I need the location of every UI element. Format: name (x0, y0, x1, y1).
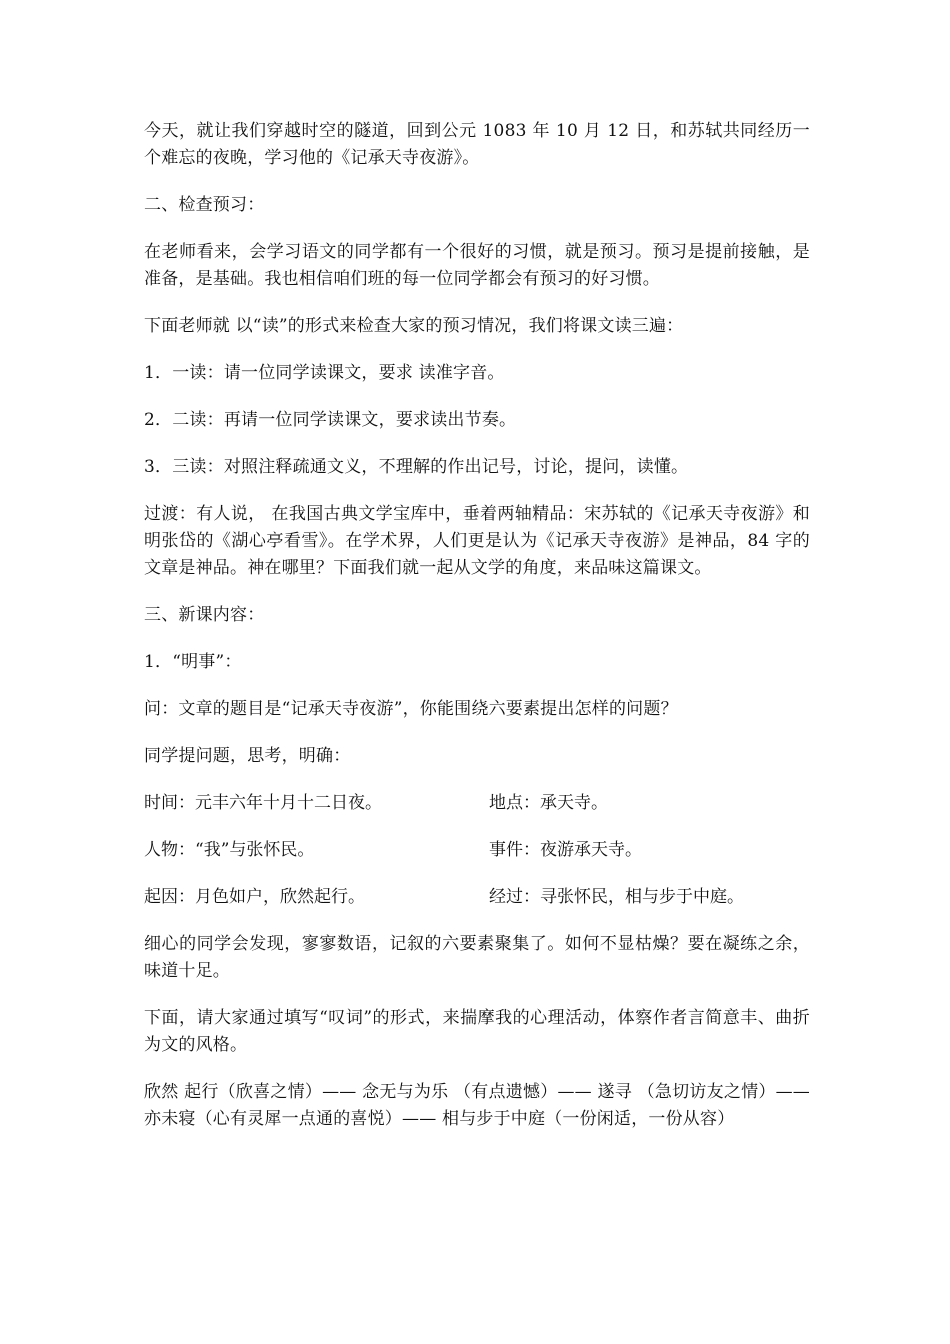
reading-check-paragraph: 下面老师就 以“读”的形式来检查大家的预习情况，我们将课文读三遍： (144, 316, 684, 336)
element-people: 人物：“我”与张怀民。 (144, 840, 315, 860)
elements-row (144, 837, 810, 864)
elements-row (144, 884, 810, 911)
reading-step-3: 3．三读：对照注释疏通文义，不理解的作出记号，讨论，提问，读懂。 (144, 457, 689, 477)
observation-paragraph: 细心的同学会发现，寥寥数语，记叙的六要素聚集了。如何不显枯燥？要在凝练之余，味道十足。 (144, 934, 810, 981)
elements-row (144, 790, 810, 817)
element-process: 经过：寻张怀民，相与步于中庭。 (489, 887, 744, 907)
transition-paragraph: 过渡：有人说， 在我国古典文学宝库中，垂着两轴精品：宋苏轼的《记承天寺夜游》和明张岱的《湖心亭看雪》。在学术界，人们更是认为《记承天寺夜游》是神品，84 字的文章是神品。神在哪里？下面我们就一起从文学的角度，来品味这篇课文。 (144, 504, 810, 578)
element-event: 事件：夜游承天寺。 (489, 840, 642, 860)
subheading-ming-shi: 1．“明事”： (144, 652, 242, 672)
intro-paragraph: 今天，就让我们穿越时空的隧道，回到公元 1083 年 10 月 12 日，和苏轼共同经历一个难忘的夜晚，学习他的《记承天寺夜游》。 (144, 121, 810, 168)
document-page (144, 118, 810, 1153)
question-paragraph: 问：文章的题目是“记承天寺夜游”，你能围绕六要素提出怎样的问题？ (144, 699, 678, 719)
student-answer-intro: 同学提问题，思考，明确： (144, 746, 351, 766)
element-time: 时间：元丰六年十月十二日夜。 (144, 793, 382, 813)
element-cause: 起因：月色如户，欣然起行。 (144, 887, 365, 907)
preview-habit-paragraph: 在老师看来，会学习语文的同学都有一个很好的习惯，就是预习。预习是提前接触，是准备，是基础。我也相信咱们班的每一位同学都会有预习的好习惯。 (144, 242, 810, 289)
section-heading-new-lesson: 三、新课内容： (144, 605, 265, 625)
element-place: 地点：承天寺。 (489, 793, 608, 813)
emotion-chain-paragraph: 欣然 起行（欣喜之情）—— 念无与为乐 （有点遗憾）—— 遂寻 （急切访友之情）—— 亦未寝（心有灵犀一点通的喜悦）—— 相与步于中庭（一份闲适，一份从容） (144, 1082, 810, 1129)
section-heading-preview: 二、检查预习： (144, 195, 265, 215)
reading-step-1: 1．一读：请一位同学读课文，要求 读准字音。 (144, 363, 505, 383)
exercise-instruction-paragraph: 下面，请大家通过填写“叹词”的形式，来揣摩我的心理活动，体察作者言简意丰、曲折为文的风格。 (144, 1008, 810, 1055)
reading-step-2: 2．二读：再请一位同学读课文，要求读出节奏。 (144, 410, 517, 430)
